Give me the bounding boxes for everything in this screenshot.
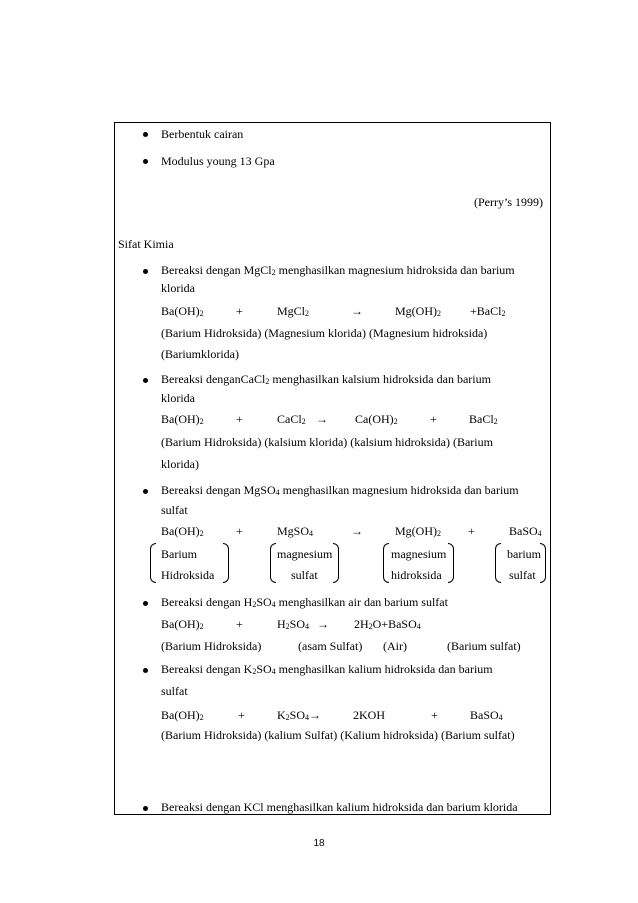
page-number: 18 <box>313 838 325 849</box>
left-bracket <box>383 543 389 583</box>
bullet-icon <box>143 489 148 494</box>
equation-plus: + <box>236 304 243 318</box>
compound-name: magnesium <box>391 547 447 561</box>
bullet-icon <box>143 132 148 137</box>
compound-name: sulfat <box>291 568 318 582</box>
left-bracket <box>270 543 276 583</box>
equation-product: +BaCl$_2$ <box>470 304 506 318</box>
compound-names: (Barium Hidroksida) (Magnesium klorida) (Magnesium hidroksida) <box>161 326 488 340</box>
equation-reactant: $Ba(OH)_2$ <box>161 617 204 631</box>
equation-plus: + <box>236 412 243 426</box>
compound-name: Barium <box>161 547 197 561</box>
equation-product: $2H_2O+BaSO_4$ <box>354 617 421 631</box>
equation-reactant: $Ba(OH)_2$ <box>161 524 204 538</box>
equation-plus: + <box>236 617 243 631</box>
compound-name: Hidroksida <box>161 568 215 582</box>
left-bracket <box>150 543 156 583</box>
equation-reactant: MgSO$_4$ <box>277 524 314 538</box>
compound-name: hidroksida <box>391 568 442 582</box>
compound-name: (Barium Hidroksida) <box>161 639 262 653</box>
right-bracket <box>448 543 454 583</box>
compound-name: magnesium <box>277 547 333 561</box>
bullet-icon <box>143 269 148 274</box>
bullet-icon <box>143 601 148 606</box>
equation-plus: + <box>430 412 437 426</box>
right-bracket <box>223 543 229 583</box>
equation-reactant: $Ba(OH)_2$ <box>161 412 204 426</box>
equation-reactant: MgCl$_2$ <box>277 304 310 318</box>
equation-product: 2KOH <box>353 708 385 722</box>
equation-arrow: → <box>351 304 363 318</box>
equation-product: BaSO$_4$ <box>470 708 503 722</box>
equation-reactant: $Ba(OH)_2$ <box>161 708 204 722</box>
reaction-description: Bereaksi dengan KCl menghasilkan kalium hidroksida dan barium klorida <box>161 800 518 814</box>
compound-names: (Barium Hidroksida) (kalsium klorida) (kalsium hidroksida) (Barium <box>161 435 493 449</box>
reaction-description: Bereaksi dengan MgCl$_2$ menghasilkan magnesium hidroksida dan barium <box>161 263 515 277</box>
equation-plus: + <box>238 708 245 722</box>
compound-name: barium <box>507 547 541 561</box>
bullet-icon <box>143 378 148 383</box>
compound-name: (Air) <box>383 639 407 653</box>
citation: (Perry’s 1999) <box>474 195 543 209</box>
reaction-description-cont: sulfat <box>161 684 188 698</box>
reaction-description: Bereaksi dengan MgSO$_4$ menghasilkan magnesium hidroksida dan barium <box>161 483 519 497</box>
equation-plus: + <box>431 708 438 722</box>
equation-reactant: CaCl$_2$ <box>277 412 306 426</box>
section-heading: Sifat Kimia <box>118 237 174 251</box>
compound-names: klorida) <box>161 457 199 471</box>
bullet-icon <box>143 668 148 673</box>
compound-names: (Barium Hidroksida) (kalium Sulfat) (Kalium hidroksida) (Barium sulfat) <box>161 728 515 742</box>
compound-name: (asam Sulfat) <box>298 639 363 653</box>
equation-plus: + <box>236 524 243 538</box>
equation-arrow: → <box>316 412 328 426</box>
left-bracket <box>495 543 501 583</box>
equation-product: $Ca(OH)_2$ <box>355 412 398 426</box>
equation-arrow: → <box>317 617 329 631</box>
equation-reactant: $K_2SO_4\to$ <box>277 708 322 722</box>
reaction-description-cont: klorida <box>161 391 195 405</box>
equation-reactant: $Ba(OH)_2$ <box>161 304 204 318</box>
equation-product: BaCl$_2$ <box>469 412 498 426</box>
equation-product: $Mg(OH)_2$ <box>395 304 441 318</box>
equation-plus: + <box>468 524 475 538</box>
reaction-description: Bereaksi dengan $H_2SO_4$ menghasilkan air dan barium sulfat <box>161 595 448 609</box>
bullet-icon <box>143 159 148 164</box>
property-item: Berbentuk cairan <box>161 127 244 141</box>
compound-name: sulfat <box>509 568 536 582</box>
compound-name: (Barium sulfat) <box>447 639 521 653</box>
equation-product: $Mg(OH)_2$ <box>395 524 441 538</box>
equation-product: BaSO$_4$ <box>509 524 542 538</box>
compound-names: (Bariumklorida) <box>161 347 239 361</box>
equation-arrow: → <box>351 524 363 538</box>
bullet-icon <box>143 806 148 811</box>
property-item: Modulus young 13 Gpa <box>161 154 275 168</box>
equation-reactant: $H_2SO_4$ <box>277 617 310 631</box>
reaction-description: Bereaksi dengan $K_2SO_4$ menghasilkan kalium hidroksida dan barium <box>161 662 493 676</box>
reaction-description-cont: klorida <box>161 281 195 295</box>
content-box <box>114 122 551 815</box>
reaction-description: Bereaksi denganCaCl$_2$ menghasilkan kalsium hidroksida dan barium <box>161 372 491 386</box>
reaction-description-cont: sulfat <box>161 503 188 517</box>
right-bracket <box>333 543 339 583</box>
right-bracket <box>540 543 546 583</box>
